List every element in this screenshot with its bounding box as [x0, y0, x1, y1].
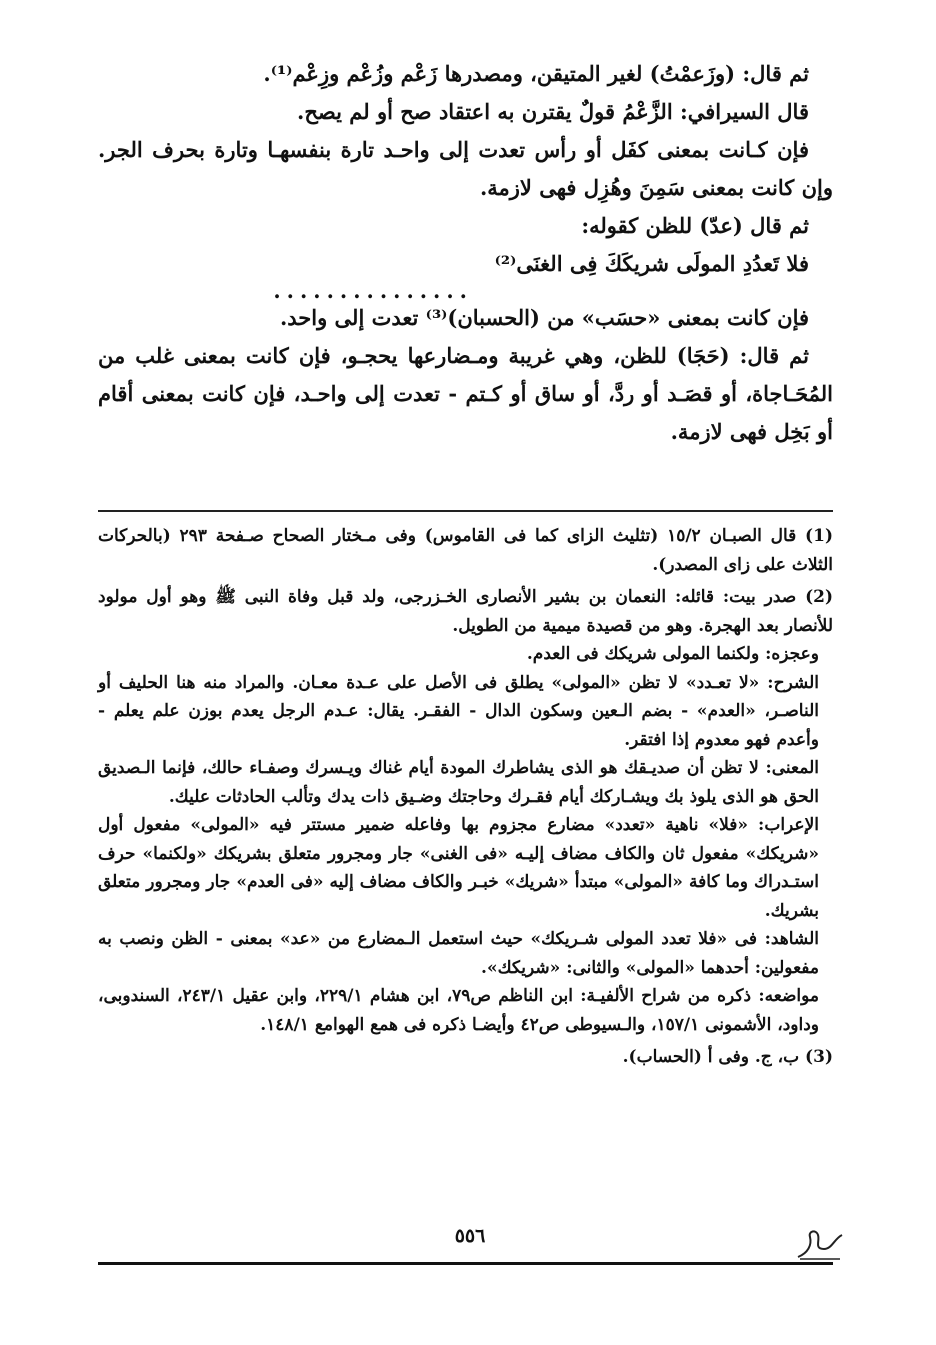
main-line-2: قال السيرافي: الزَّعْمُ قولٌ يقترن به اعتقاد صح أو لم يصح.	[297, 99, 809, 124]
footnote-3: (3) ب، ج. وفى أ (الحساب).	[622, 1047, 833, 1067]
footnote-2-sharh: الشرح: «لا تعـدد» لا تظن «المولى» يطلق فى الأصل على عـدة معـان. والمراد منه هنا الحليف أو الناصـر، «العدم» - بضم الـعين وسكون الدال - الفقـر. يقال: عـدم الرجل يعدم بوزن علم يعلم - وأعدم فهو معدوم إذا افتقر.	[98, 672, 819, 750]
main-line-4: ثم قال (عدّ) للظن كقوله:	[581, 213, 809, 238]
main-line-1: ثم قال: (وزَعمْتُ) لغير المتيقن، ومصدرها زَعْم وزُعْم وزِعْم⁽¹⁾.	[263, 61, 809, 86]
footnote-2-shahid: الشاهد: فى «فلا تعدد المولى شـريكك» حيث استعمل الـمضارع من «عد» بمعنى - الظن ونصب به مفعولين: أحدهما «المولى» والثانى: «شريكك».	[98, 929, 819, 978]
footnotes	[98, 518, 833, 1072]
main-line-6: ثم قال: (حَجَا) للظن، وهي غريبة ومـضارعها يحجـو، فإن كانت بمعنى غلب من المُحَـاجاة، أو قصَـد أو ردَّ، أو ساق أو كـتم - تعدت إلى واحـد، فإن كانت بمعنى أقام أو بَخِل فهى لازمة.	[98, 343, 833, 444]
bottom-rule	[98, 1262, 833, 1265]
footnote-2-ajuz: وعجزه: ولكنما المولى شريكك فى العدم.	[526, 644, 819, 664]
main-line-5: فإن كانت بمعنى «حسَب» من (الحسبان)⁽³⁾ تعدت إلى واحد.	[279, 305, 809, 330]
footnote-2: (2) صدر بيت: قائله: النعمان بن بشير الأنصارى الخـزرجى، ولد قبل وفاة النبى ﷺ وهو أول مولود للأنصار بعد الهجرة. وهو من قصيدة ميمية من الطويل.	[98, 587, 833, 636]
footnote-2-maana: المعنى: لا تظن أن صديـقك هو الذى يشاطرك المودة أيام غناك ويـسرك وصفـاء حالك، فإنما الـصديق الحق هو الذى يلوذ بك ويشـاركك أيام فقـرك وحاجتك وضـيق ذات يدك وتألب الحادثات عليك.	[98, 758, 819, 807]
footnote-2-irab: الإعراب: «فلا» ناهية «تعدد» مضارع مجزوم بها وفاعله ضمير مستتر فيه «المولى» مفعول أول «شريكك» مفعول ثان والكاف مضاف إليـه «فى الغنى» جار ومجرور متعلق بشريكك «ولكنما» حرف استـدراك وما كافة «المولى» مبتدأ «شريك» خبـر والكاف مضاف إليه «فى العدم» جار ومجرور متعلق بشريك.	[98, 815, 819, 921]
verse-dotted-line: ...............	[273, 283, 473, 299]
flourish-ornament	[790, 1205, 850, 1265]
footnote-separator	[98, 510, 833, 512]
main-line-3: فإن كـانت بمعنى كفَل أو رأس تعدت إلى واحـد تارة بنفسهـا وتارة بحرف الجر. وإن كانت بمعنى سَمِنَ وهُزِل فهى لازمة.	[98, 137, 833, 200]
footnote-2-mawadi: مواضعه: ذكره من شراح الألفيـة: ابن الناظم ص٧٩، ابن هشام ٢٢٩/١، وابن عقيل ٢٤٣/١، السندوبى، وداود، الأشمونى ١٥٧/١، والـسيوطى ص٤٢ وأيضـا ذكره فى همع الهوامع ١٤٨/١.	[98, 986, 819, 1035]
page-number: ٥٥٦	[454, 1225, 486, 1247]
poem-verse: فلا تَعدُدِ المولَى شريكَكَ فِى الغنَى⁽²⁾	[494, 251, 809, 276]
footnote-1: (1) قال الصبـان ١٥/٢ (تثليث الزاى كما فى القاموس) وفى مـختار الصحاح صـفحة ٢٩٣ (بالحركات الثلاث على زاى المصدر).	[98, 526, 833, 575]
main-text	[98, 55, 833, 451]
